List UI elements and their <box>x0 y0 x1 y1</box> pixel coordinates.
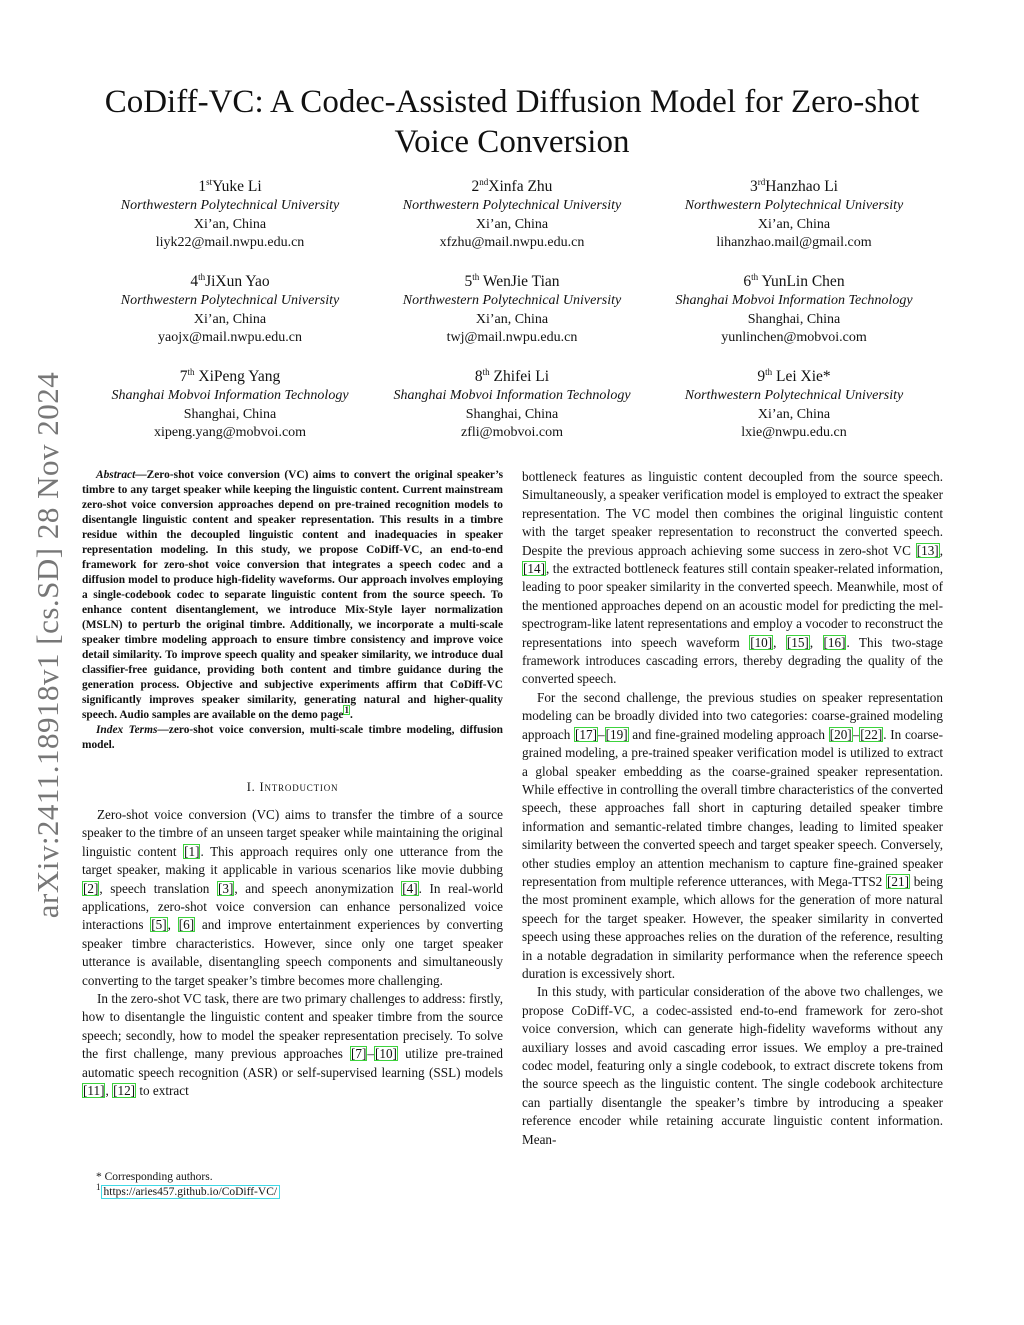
right-column <box>522 468 943 1149</box>
paragraph: Zero-shot voice conversion (VC) aims to transfer the timbre of a source speaker to the timbre of an unseen target speaker while maintaining the original linguistic content [1]. This approach requires only one utterance from the target speaker, making it applicable in various scenarios like movie dubbing [2], speech translation [3], and speech anonymization [4]. In real-world applications, zero-shot voice conversion can enhance personalized voice interactions [5], [6] and improve entertainment experiences by converting speaker timbre characteristics. However, since only one target speaker utterance is available, disentangling speech components and simultaneously converting to the target speaker’s timbre becomes more challenging. <box>82 807 504 988</box>
citation[interactable]: [12] <box>113 1083 136 1099</box>
author-block <box>90 176 934 461</box>
author-3: 3rdHanzhao Li Northwestern Polytechnical University Xi’an, China lihanzhao.mail@gmail.com <box>654 176 934 271</box>
index-terms: Index Terms—zero-shot voice conversion, multi-scale timbre modeling, diffusion model. <box>82 724 503 751</box>
author-6: 6th YunLin Chen Shanghai Mobvoi Information Technology Shanghai, China yunlinchen@mobvoi.com <box>654 271 934 366</box>
citation[interactable]: [6] <box>178 917 195 933</box>
paragraph: For the second challenge, the previous studies on speaker representation modeling can be broadly divided into two categories: coarse-grained modeling approach [17]–[19] and fine-grained modeling approach [20]–[22]. In coarse-grained modeling, a pre-trained speaker verification model is utilized to extract a global speaker embedding as the coarse-grained speaker representation. While effective in controlling the overall timbre characteristics of the converted speech, these approaches fall short in capturing detailed speaker timbre information and semantic-related timbre changes, leading to limited speaker similarity between the converted speech and target speaker speech. Conversely, other studies employ an attention mechanism to capture fine-grained speaker representation from multiple reference utterances, with Mega-TTS2 [21] being the most prominent example, which allows for the generation of more natural speech for the target speaker. However, the speaker similarity in converted speech using these approaches relies on the duration of the reference, resulting in a notable degradation in similarity performance when the reference speech duration is excessively short. <box>522 689 944 981</box>
citation[interactable]: [5] <box>151 917 167 933</box>
citation[interactable]: [3] <box>217 880 234 896</box>
citation[interactable]: [13] <box>916 542 939 558</box>
author-email[interactable]: yaojx@mail.nwpu.edu.cn <box>158 330 302 345</box>
paragraph: In the zero-shot VC task, there are two primary challenges to address: firstly, how to disentangle the linguistic content and speaker timbre from the source speech; secondly, how to model the speaker representation precisely. To solve the first challenge, many previous approaches [7]–[10] utilize pre-trained automatic speech recognition (ASR) or self-supervised learning (SSL) models [11], [12] to extract <box>82 991 503 1099</box>
arxiv-stamp: arXiv:2411.18918v1 [cs.SD] 28 Nov 2024 <box>30 371 65 919</box>
author-7: 7th XiPeng Yang Shanghai Mobvoi Information Technology Shanghai, China xipeng.yang@mobvoi.com <box>90 366 370 461</box>
author-email[interactable]: lxie@nwpu.edu.cn <box>741 425 847 440</box>
citation[interactable]: [21] <box>887 873 909 889</box>
citation[interactable]: [1] <box>184 843 200 859</box>
author-email[interactable]: liyk22@mail.nwpu.edu.cn <box>155 235 305 250</box>
paper-title: CoDiff-VC: A Codec-Assisted Diffusion Model for Zero-shot Voice Conversion <box>104 84 920 160</box>
author-2: 2ndXinfa Zhu Northwestern Polytechnical University Xi’an, China xfzhu@mail.nwpu.edu.cn <box>372 176 652 271</box>
abstract: Abstract—Zero-shot voice conversion (VC) aims to convert the original speaker’s timbre to any target speaker while keeping the linguistic content. Current mainstream zero-shot voice conversion approaches depend on pre-trained recognition models to disentangle linguistic content and speaker representation. This results in a timbre residue within the decoupled linguistic content and inadequacies in speaker representation modeling. In this study, we propose CoDiff-VC, an end-to-end framework for zero-shot voice conversion that integrates a speech codec and a diffusion model to produce high-fidelity waveforms. Our approach involves employing a single-codebook codec to separate linguistic content from the source speech. To enhance content disentanglement, we introduce Mix-Style layer normalization (MSLN) to perturb the original timbre. Additionally, we incorporate a multi-scale speaker timbre modeling approach to ensure timbre consistency and improve voice detail similarity. To improve speech quality and speaker similarity, we introduce dual classifier-free guidance, providing both content and timbre guidance during the generation process. Objective and subjective experiments affirm that CoDiff-VC significantly improves speaker similarity, generating natural and higher-quality speech. Audio samples are available on the demo page$^1$. <box>82 469 503 721</box>
citation[interactable]: [22] <box>860 726 883 742</box>
citation[interactable]: [4] <box>402 880 418 896</box>
citation[interactable]: [7] <box>350 1046 367 1062</box>
author-9: 9th Lei Xie* Northwestern Polytechnical University Xi’an, China lxie@nwpu.edu.cn <box>654 366 934 461</box>
citation[interactable]: [10] <box>750 634 773 650</box>
citation[interactable]: [11] <box>83 1083 105 1099</box>
author-email[interactable]: zfli@mobvoi.com <box>461 425 563 440</box>
paragraph: In this study, with particular consideration of the above two challenges, we propose CoDiff-VC, a codec-assisted end-to-end framework for zero-shot voice conversion, which can generate high-fidelity waveforms without any auxiliary losses and avoid cascading error issues. We employ a pre-trained codec model, featuring only a single codebook, to extract discrete tokens from the source speech as the linguistic content. The single codebook architecture can partially disentangle the speaker’s timbre by introducing a speaker reference encoder while retaining accurate linguistic content information. Mean- <box>522 984 943 1147</box>
author-5: 5th WenJie Tian Northwestern Polytechnical University Xi’an, China twj@mail.nwpu.edu.cn <box>372 271 652 366</box>
author-8: 8th Zhifei Li Shanghai Mobvoi Information Technology Shanghai, China zfli@mobvoi.com <box>372 366 652 461</box>
paragraph: bottleneck features as linguistic content decoupled from the source speech. Simultaneously, a speaker verification model is employed to extract the speaker representation. The VC model then combines the original linguistic content with the target speaker representation to reconstruct the converted speech. Despite the previous approach achieving some success in zero-shot VC [13], [14], the extracted bottleneck features still contain speaker-related information, leading to poor speaker similarity in the converted speech. Meanwhile, most of the mentioned approaches depend on an acoustic model for predicting the mel-spectrogram-like latent representations and employ a vocoder to reconstruct the representations into speech waveform [10], [15], [16]. This two-stage framework introduces cascading errors, thereby degrading the quality of the converted speech. <box>522 469 944 687</box>
citation[interactable]: [20] <box>829 726 852 742</box>
left-column <box>82 468 503 1101</box>
author-email[interactable]: lihanzhao.mail@gmail.com <box>716 235 872 250</box>
citation[interactable]: [2] <box>83 880 99 896</box>
author-email[interactable]: xfzhu@mail.nwpu.edu.cn <box>439 235 585 250</box>
citation[interactable]: [17] <box>575 726 598 742</box>
corresponding-note: * Corresponding authors. <box>96 1171 213 1183</box>
citation[interactable]: [19] <box>605 726 628 742</box>
citation[interactable]: [15] <box>786 634 809 650</box>
footnote-link[interactable]: 1 <box>344 705 349 716</box>
footnotes: * Corresponding authors. $^1$ https://aries457.github.io/CoDiff-VC/ <box>96 1170 280 1200</box>
author-email[interactable]: twj@mail.nwpu.edu.cn <box>446 330 578 345</box>
demo-page-link[interactable]: https://aries457.github.io/CoDiff-VC/ <box>101 1185 281 1199</box>
author-1: 1stYuke Li Northwestern Polytechnical University Xi’an, China liyk22@mail.nwpu.edu.cn <box>90 176 370 271</box>
citation[interactable]: [16] <box>823 634 846 650</box>
citation[interactable]: [14] <box>523 561 545 577</box>
section-heading: I. Introduction <box>246 780 339 794</box>
author-4: 4thJiXun Yao Northwestern Polytechnical University Xi’an, China yaojx@mail.nwpu.edu.cn <box>90 271 370 366</box>
author-email[interactable]: yunlinchen@mobvoi.com <box>721 330 867 345</box>
author-email[interactable]: xipeng.yang@mobvoi.com <box>153 425 307 440</box>
citation[interactable]: [10] <box>374 1046 397 1062</box>
